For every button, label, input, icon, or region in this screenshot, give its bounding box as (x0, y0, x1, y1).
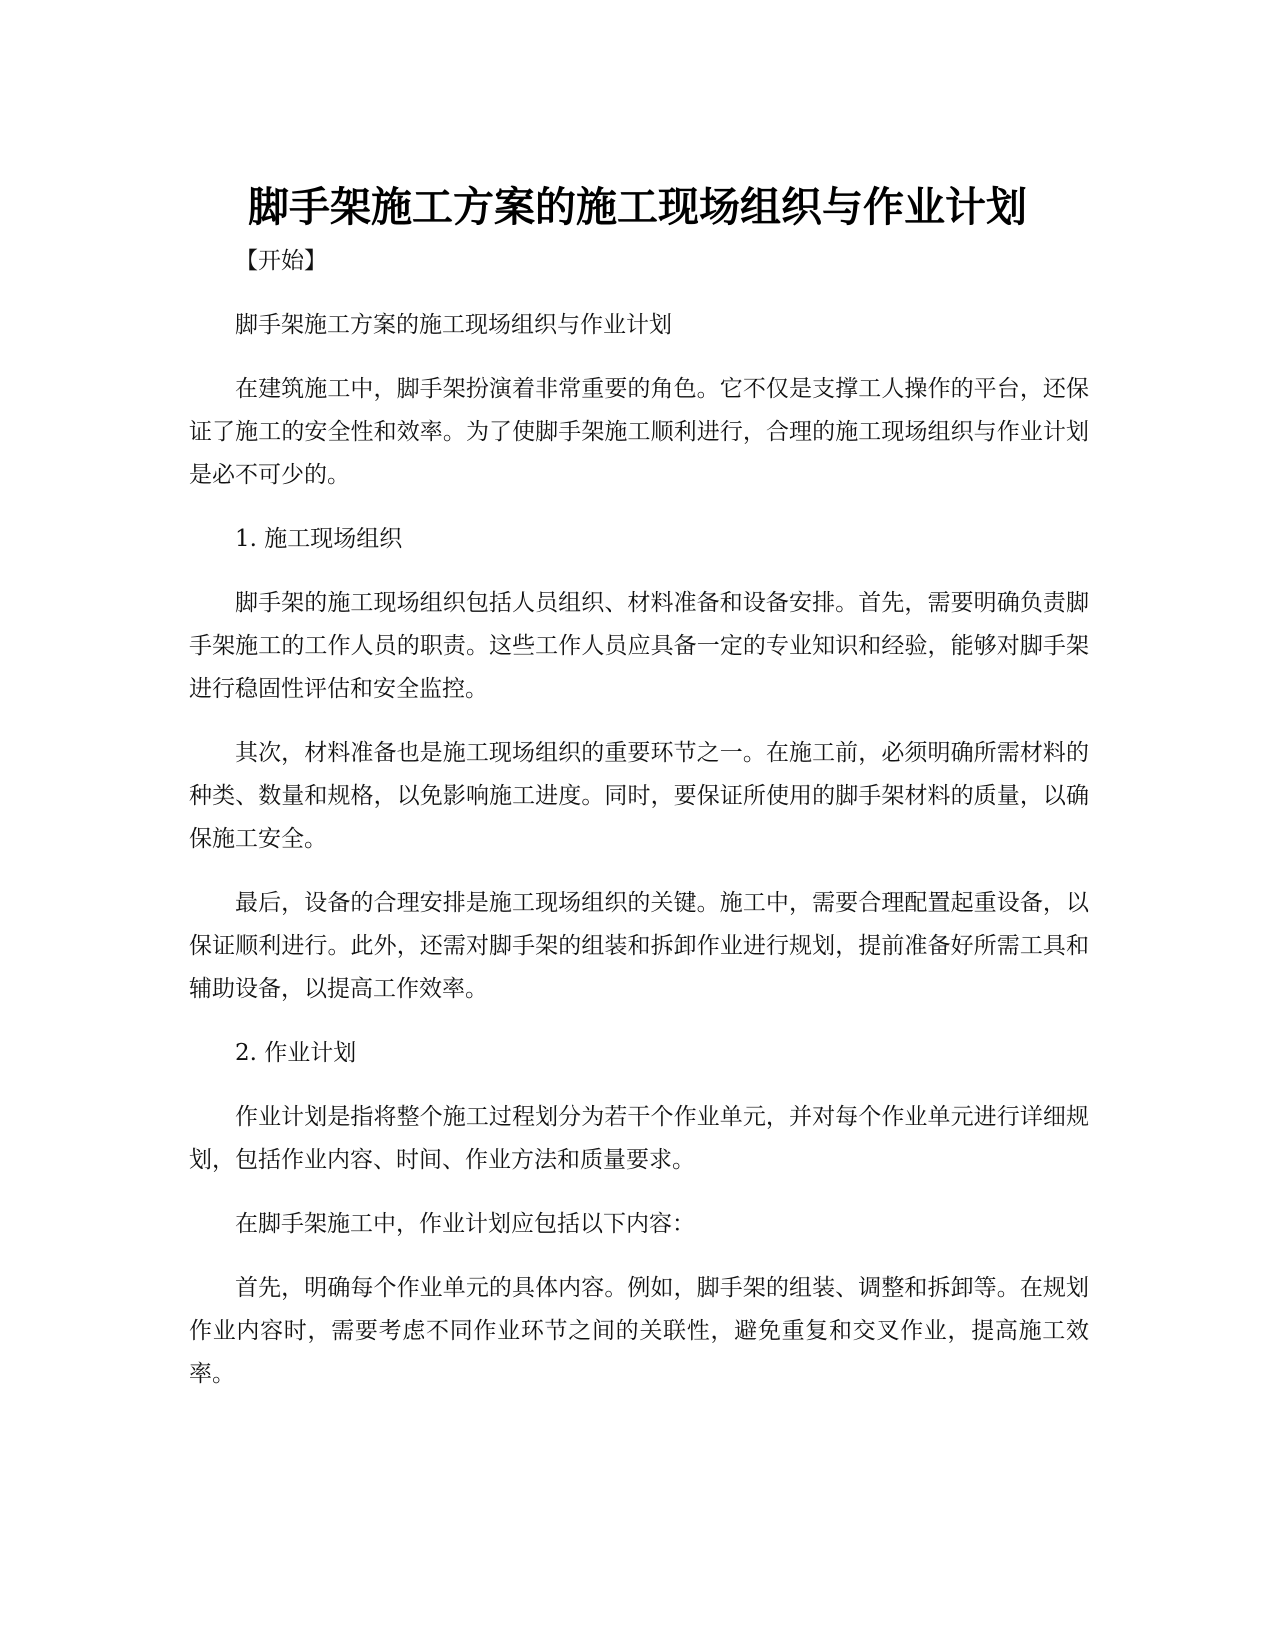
paragraph-work-plan-definition: 作业计划是指将整个施工过程划分为若干个作业单元，并对每个作业单元进行详细规划，包括作业内容、时间、作业方法和质量要求。 (189, 1104, 1089, 1173)
paragraph-subtitle: 脚手架施工方案的施工现场组织与作业计划 (235, 312, 672, 338)
paragraph-work-unit-content: 首先，明确每个作业单元的具体内容。例如，脚手架的组装、调整和拆卸等。在规划作业内容时，需要考虑不同作业环节之间的关联性，避免重复和交叉作业，提高施工效率。 (189, 1275, 1089, 1387)
section-heading-work-plan: 2. 作业计划 (235, 1040, 357, 1066)
section-heading-site-organization: 1. 施工现场组织 (235, 526, 403, 552)
paragraph-equipment: 最后，设备的合理安排是施工现场组织的关键。施工中，需要合理配置起重设备，以保证顺利进行。此外，还需对脚手架的组装和拆卸作业进行规划，提前准备好所需工具和辅助设备，以提高工作效率。 (189, 890, 1089, 1002)
paragraph-intro: 在建筑施工中，脚手架扮演着非常重要的角色。它不仅是支撑工人操作的平台，还保证了施工的安全性和效率。为了使脚手架施工顺利进行，合理的施工现场组织与作业计划是必不可少的。 (189, 376, 1089, 488)
paragraph-materials: 其次，材料准备也是施工现场组织的重要环节之一。在施工前，必须明确所需材料的种类、数量和规格，以免影响施工进度。同时，要保证所使用的脚手架材料的质量，以确保施工安全。 (189, 740, 1089, 852)
paragraph-personnel: 脚手架的施工现场组织包括人员组织、材料准备和设备安排。首先，需要明确负责脚手架施工的工作人员的职责。这些工作人员应具备一定的专业知识和经验，能够对脚手架进行稳固性评估和安全监控。 (189, 590, 1089, 702)
document-body (189, 240, 1089, 1417)
paragraph-start-marker: 【开始】 (235, 248, 327, 274)
document-title: 脚手架施工方案的施工现场组织与作业计划 (248, 183, 1027, 232)
paragraph-work-plan-contents: 在脚手架施工中，作业计划应包括以下内容： (235, 1211, 695, 1237)
